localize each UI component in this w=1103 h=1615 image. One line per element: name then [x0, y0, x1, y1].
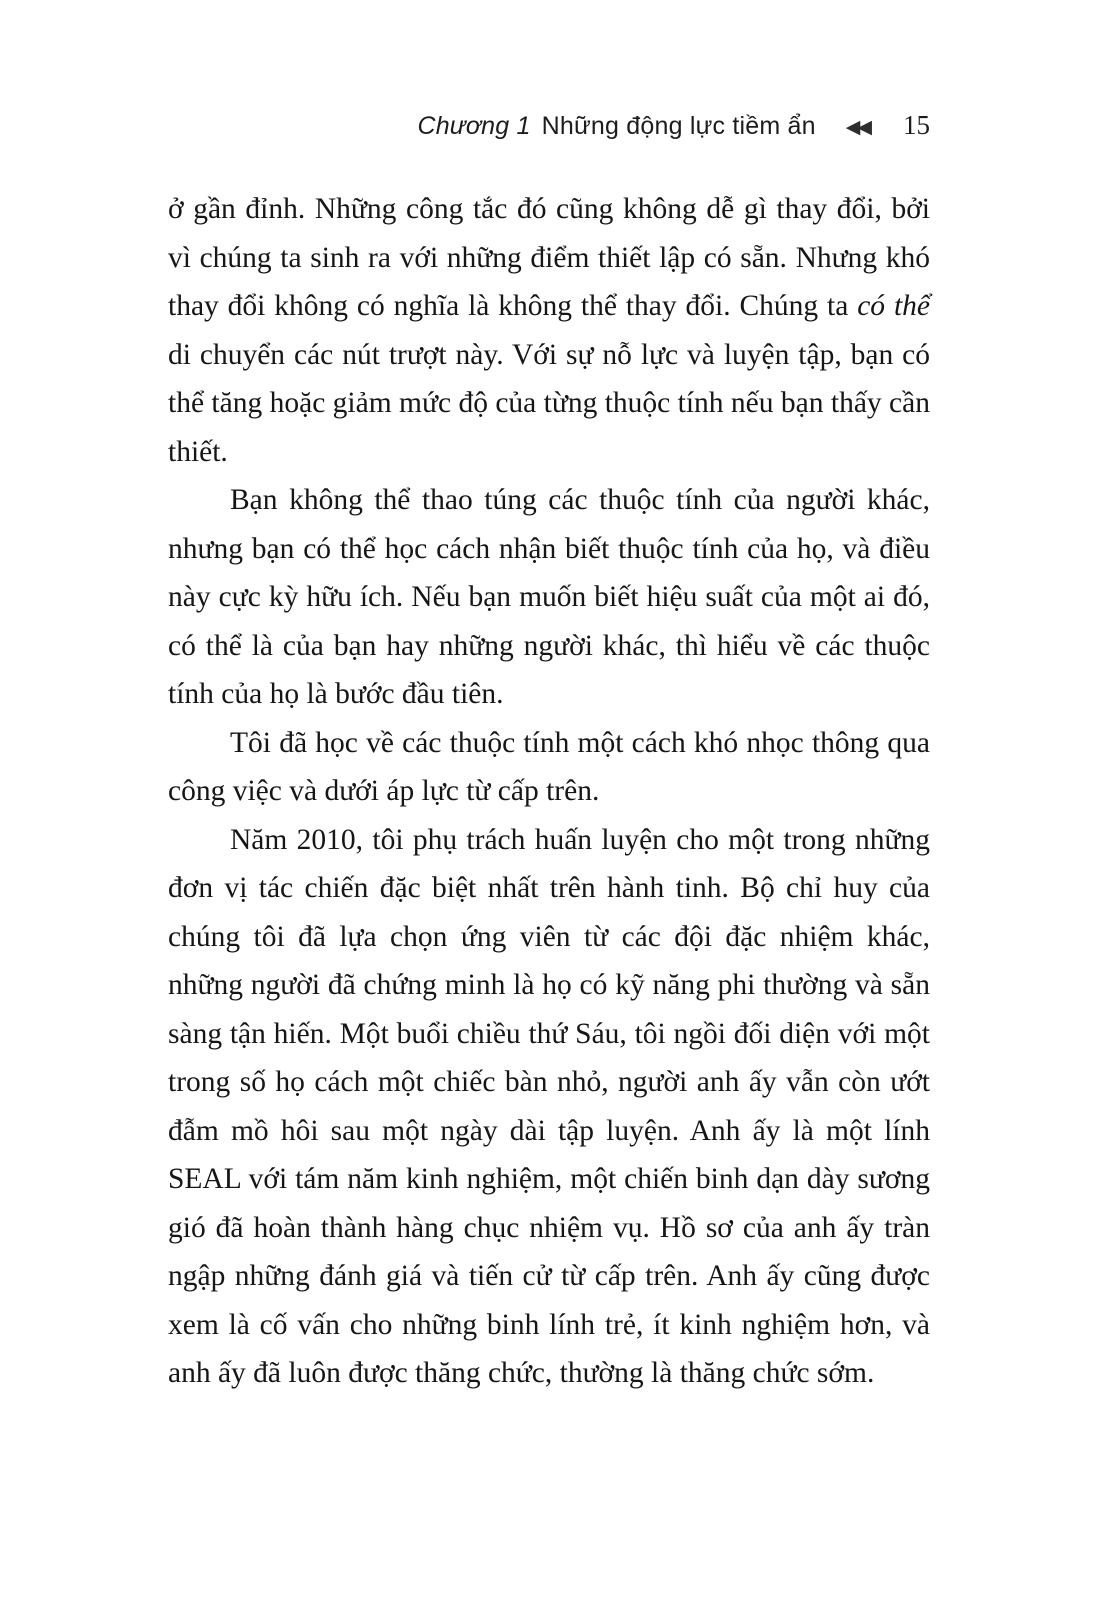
text-run: Năm 2010, tôi phụ trách huấn luyện cho một trong những đơn vị tác chiến đặc biệt nhất trên hành tinh. Bộ chỉ huy của chúng tôi đã lựa chọn ứng viên từ các đội đặc nhiệm khác, những người đã chứng minh là họ có kỹ năng phi thường và sẵn sàng tận hiến. Một buổi chiều thứ Sáu, tôi ngồi đối diện với một trong số họ cách một chiếc bàn nhỏ, người anh ấy vẫn còn ướt đẫm mồ hôi sau một ngày dài tập luyện. Anh ấy là một lính SEAL với tám năm kinh nghiệm, một chiến binh dạn dày sương gió đã hoàn thành hàng chục nhiệm vụ. Hồ sơ của anh ấy tràn ngập những đánh giá và tiến cử từ cấp trên. Anh ấy cũng được xem là cố vấn cho những binh lính trẻ, ít kinh nghiệm hơn, và anh ấy đã luôn được thăng chức, thường là thăng chức sớm. — [168, 823, 930, 1389]
page-number: 15 — [903, 110, 930, 140]
double-left-triangle-icon: ◀◀ — [845, 116, 869, 138]
chapter-label: Chương 1 — [417, 112, 531, 140]
paragraph — [168, 719, 930, 816]
paragraph — [168, 816, 930, 1398]
page-header — [168, 110, 930, 141]
body-text — [168, 185, 930, 1398]
chapter-title: Những động lực tiềm ẩn — [541, 112, 816, 140]
text-run: ở gần đỉnh. Những công tắc đó cũng không dễ gì thay đổi, bởi vì chúng ta sinh ra với những điểm thiết lập có sẵn. Nhưng khó thay đổi không có nghĩa là không thể thay đổi. Chúng ta — [168, 193, 930, 322]
emphasized-text: có thể — [857, 290, 930, 322]
paragraph — [168, 185, 930, 476]
text-run: Bạn không thể thao túng các thuộc tính của người khác, nhưng bạn có thể học cách nhận biết thuộc tính của họ, và điều này cực kỳ hữu ích. Nếu bạn muốn biết hiệu suất của một ai đó, có thể là của bạn hay những người khác, thì hiểu về các thuộc tính của họ là bước đầu tiên. — [168, 484, 930, 710]
paragraph — [168, 476, 930, 719]
text-run: Tôi đã học về các thuộc tính một cách khó nhọc thông qua công việc và dưới áp lực từ cấp trên. — [168, 726, 930, 807]
text-run: di chuyển các nút trượt này. Với sự nỗ lực và luyện tập, bạn có thể tăng hoặc giảm mức độ của từng thuộc tính nếu bạn thấy cần thiết. — [168, 338, 930, 468]
